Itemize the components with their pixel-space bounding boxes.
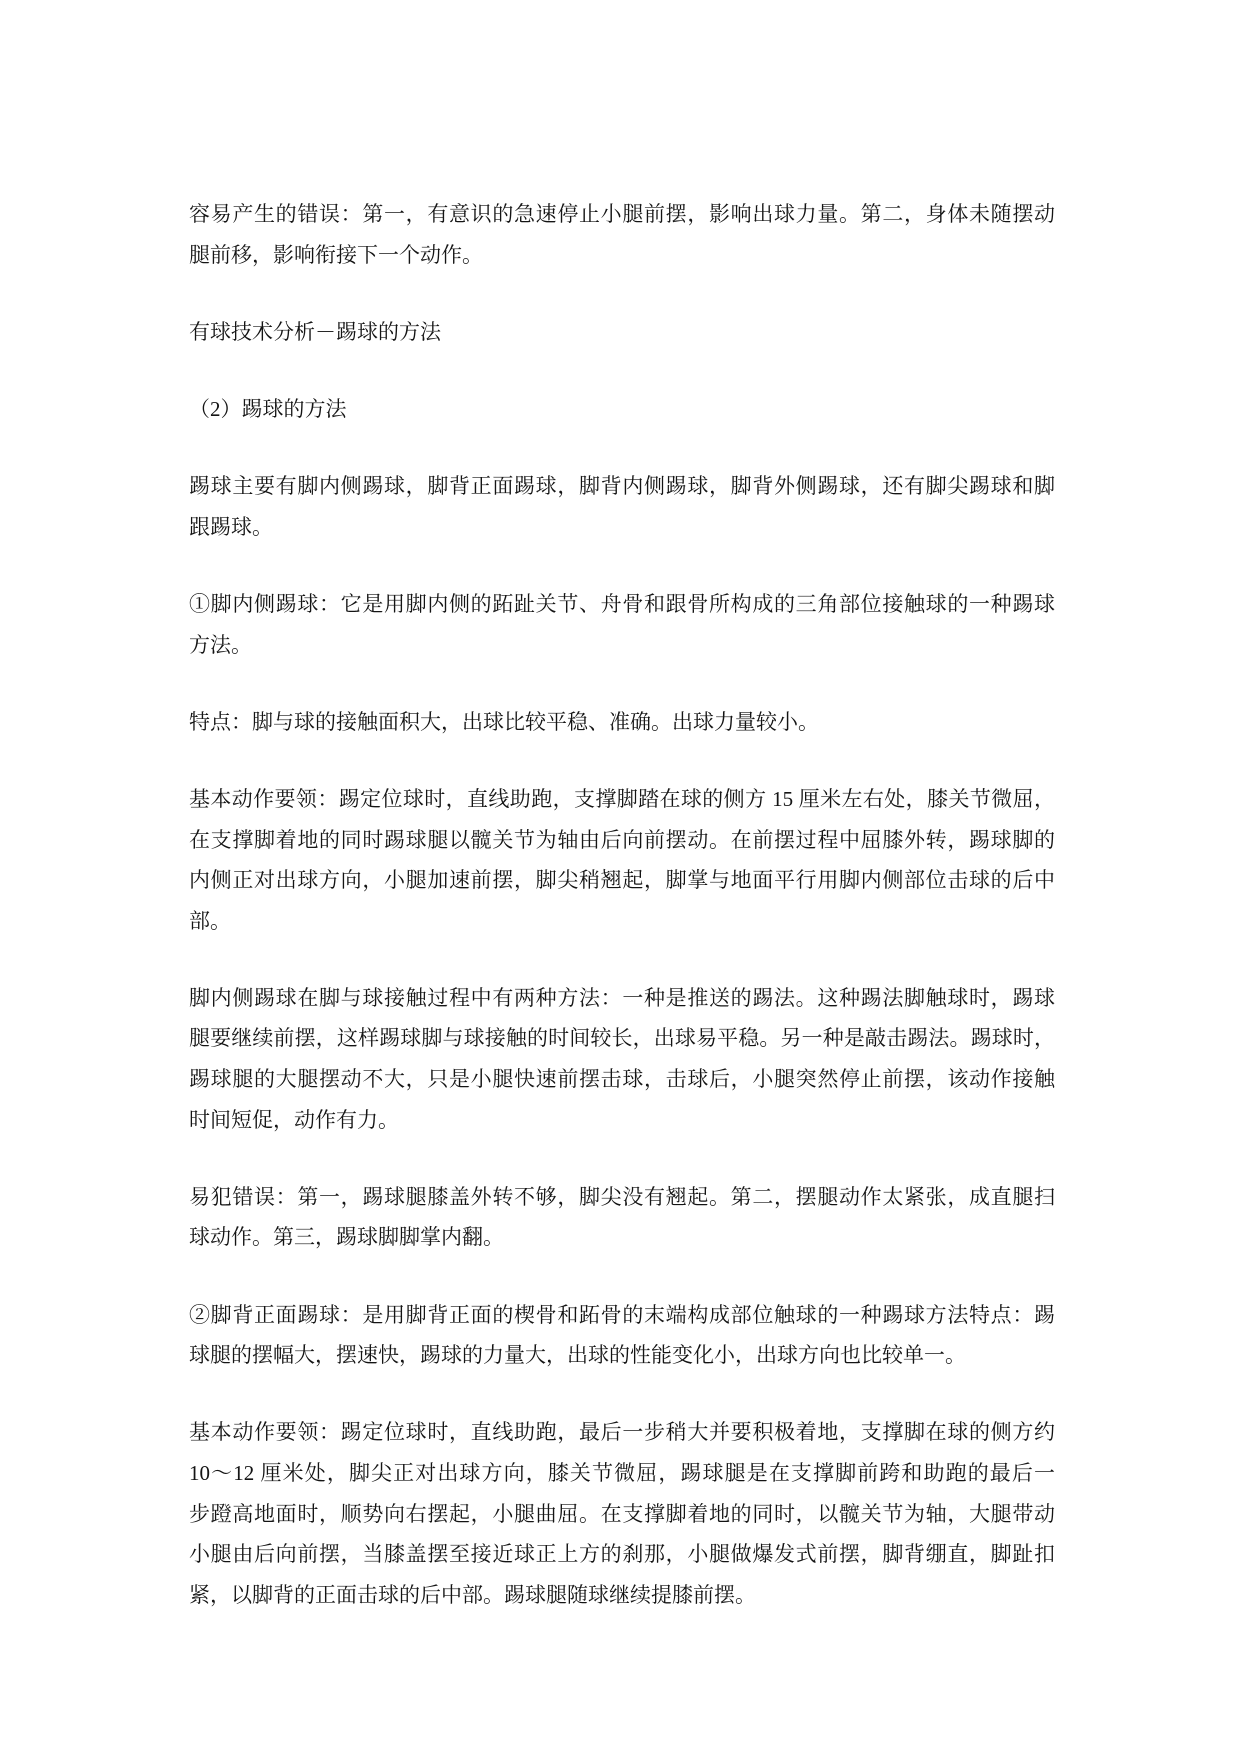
- text-line: 脚内侧踢球在脚与球接触过程中有两种方法：一种是推送的踢法。这种踢法脚触球时，踢球: [189, 985, 1055, 1010]
- text-line: 腿要继续前摆，这样踢球脚与球接触的时间较长，出球易平稳。另一种是敲击踢法。踢球时，: [189, 1026, 1055, 1051]
- paragraph-instep-kick: [189, 1295, 1055, 1376]
- text-line: 内侧正对出球方向，小腿加速前摆，脚尖稍翘起，脚掌与地面平行用脚内侧部位击球的后中: [189, 868, 1055, 893]
- paragraph-frequent-errors: [189, 1177, 1055, 1258]
- text-line: 腿前移，影响衔接下一个动作。: [189, 242, 483, 267]
- text-line: 方法。: [189, 632, 252, 657]
- text-line: 踢球主要有脚内侧踢球，脚背正面踢球，脚背内侧踢球，脚背外侧踢球，还有脚尖踢球和脚: [189, 474, 1055, 499]
- text-line: 踢球腿的大腿摆动不大，只是小腿快速前摆击球，击球后，小腿突然停止前摆，该动作接触: [189, 1067, 1055, 1092]
- paragraph-two-methods: [189, 978, 1055, 1140]
- text-line: 易犯错误：第一，踢球腿膝盖外转不够，脚尖没有翘起。第二，摆腿动作太紧张，成直腿扫: [189, 1184, 1055, 1209]
- paragraph-basic-technique-1: [189, 779, 1055, 941]
- text-line: ①脚内侧踢球：它是用脚内侧的跖趾关节、舟骨和跟骨所构成的三角部位接触球的一种踢球: [189, 591, 1055, 616]
- text-line: 紧，以脚背的正面击球的后中部。踢球腿随球继续提膝前摆。: [189, 1582, 756, 1607]
- paragraph-kicking-types: [189, 466, 1055, 547]
- text-line: 基本动作要领：踢定位球时，直线助跑，支撑脚踏在球的侧方 15 厘米左右处，膝关节微屈，: [189, 786, 1055, 811]
- text-line: 球动作。第三，踢球脚脚掌内翻。: [189, 1225, 504, 1250]
- paragraph-basic-technique-2: [189, 1412, 1055, 1615]
- paragraph-inside-foot-kick: [189, 584, 1055, 665]
- text-line: 时间短促，动作有力。: [189, 1107, 399, 1132]
- section-heading-text: 有球技术分析－踢球的方法: [189, 319, 441, 344]
- text-line: ②脚背正面踢球：是用脚背正面的楔骨和跖骨的末端构成部位触球的一种踢球方法特点：踢: [189, 1302, 1055, 1327]
- text-line: 特点：脚与球的接触面积大，出球比较平稳、准确。出球力量较小。: [189, 709, 819, 734]
- paragraph-features: [189, 702, 1055, 743]
- text-line: 球腿的摆幅大，摆速快，踢球的力量大，出球的性能变化小，出球方向也比较单一。: [189, 1343, 966, 1368]
- subsection-heading-text: （2）踢球的方法: [189, 396, 347, 421]
- section-heading: [189, 312, 1055, 353]
- text-line: 跟踢球。: [189, 514, 273, 539]
- text-line: 基本动作要领：踢定位球时，直线助跑，最后一步稍大并要积极着地，支撑脚在球的侧方约: [189, 1420, 1055, 1445]
- document-body: [189, 194, 1055, 1652]
- text-line: 步蹬高地面时，顺势向右摆起，小腿曲屈。在支撑脚着地的同时，以髋关节为轴，大腿带动: [189, 1501, 1055, 1526]
- text-line: 部。: [189, 908, 231, 933]
- text-line: 在支撑脚着地的同时踢球腿以髋关节为轴由后向前摆动。在前摆过程中屈膝外转，踢球脚的: [189, 827, 1055, 852]
- subsection-heading: [189, 389, 1055, 430]
- paragraph-common-errors: [189, 194, 1055, 275]
- text-line: 容易产生的错误：第一，有意识的急速停止小腿前摆，影响出球力量。第二，身体未随摆动: [189, 202, 1055, 226]
- text-line: 10～12 厘米处，脚尖正对出球方向，膝关节微屈，踢球腿是在支撑脚前跨和助跑的最后一: [189, 1461, 1055, 1485]
- text-line: 小腿由后向前摆，当膝盖摆至接近球正上方的刹那，小腿做爆发式前摆，脚背绷直，脚趾扣: [189, 1542, 1055, 1567]
